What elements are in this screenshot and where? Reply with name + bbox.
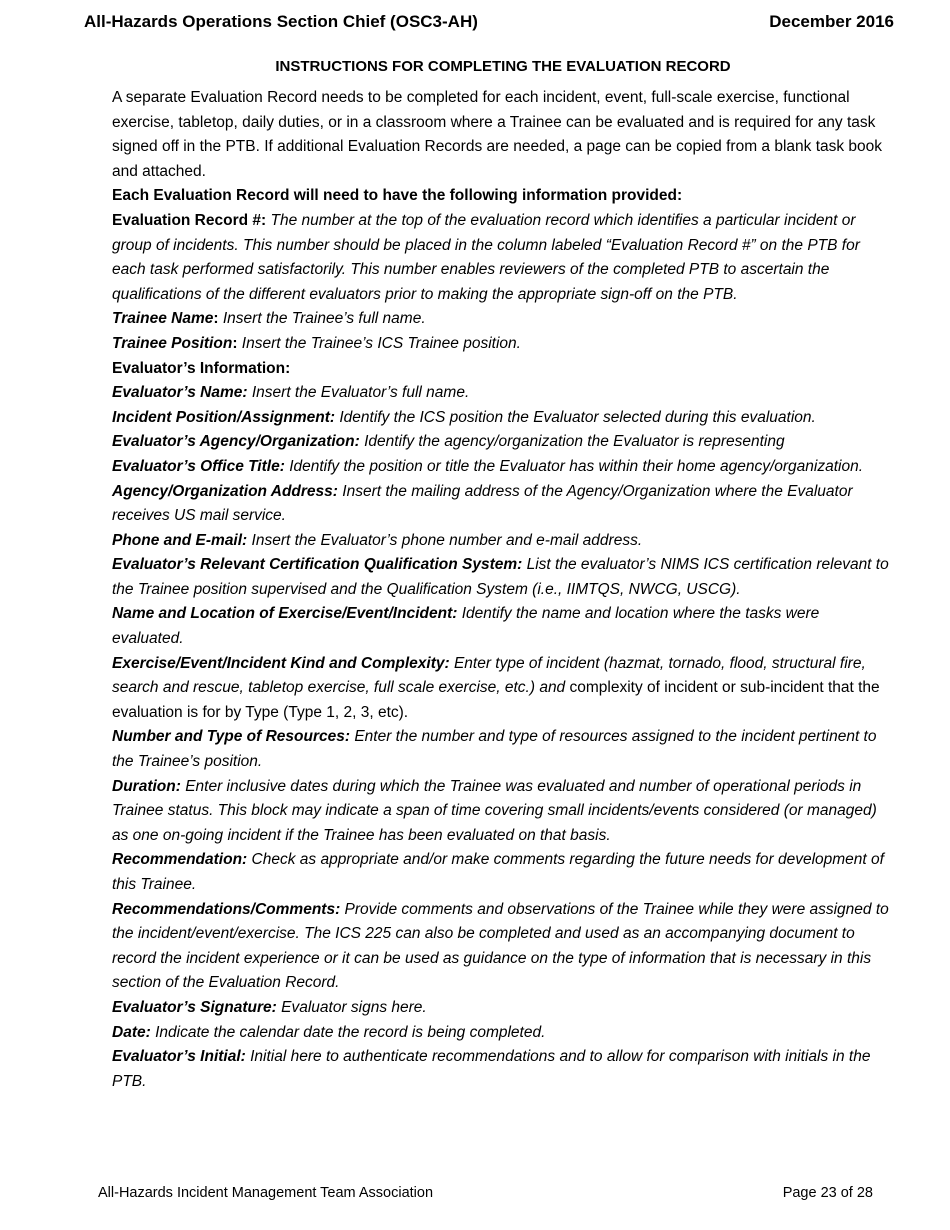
field-incident-position [112, 406, 890, 431]
field-date [112, 1021, 890, 1046]
field-label: Evaluator’s Agency/Organization: [112, 433, 360, 451]
lead-heading: Each Evaluation Record will need to have the following information provided: [112, 187, 683, 205]
field-label: Agency/Organization Address: [112, 482, 338, 500]
field-label: Exercise/Event/Incident Kind and Complexity: [112, 654, 450, 672]
field-label-colon: : [232, 334, 238, 352]
field-label: Date: [112, 1023, 151, 1041]
field-recommendations-comments [112, 898, 890, 996]
field-description: Enter type of incident (hazmat, tornado, flood, structural fire, search and rescue, tabletop exercise, full scale exercise, etc.) and [112, 654, 866, 697]
field-label: Name and Location of Exercise/Event/Incident: [112, 605, 458, 623]
field-phone-email [112, 529, 890, 554]
page-title: INSTRUCTIONS FOR COMPLETING THE EVALUATION RECORD [275, 58, 731, 75]
field-label: Duration: [112, 777, 181, 795]
field-label: Evaluator’s Relevant Certification Qualification System: [112, 556, 523, 574]
field-description: Evaluator signs here. [281, 998, 427, 1016]
field-label: Phone and E-mail: [112, 531, 248, 549]
field-name-location [112, 602, 890, 651]
instructions-body [112, 86, 890, 1094]
footer-page-number: Page 23 of 28 [782, 1185, 873, 1201]
field-kind-complexity [112, 652, 890, 726]
field-evaluator-name [112, 381, 890, 406]
header-position-title: All-Hazards Operations Section Chief (OSC3-AH) [84, 12, 478, 31]
field-signature [112, 996, 890, 1021]
field-description: Enter the number and type of resources assigned to the incident pertinent to the Trainee’s position. [112, 728, 877, 771]
field-description: Insert the mailing address of the Agency/Organization where the Evaluator receives US mail service. [112, 482, 853, 525]
field-label: Recommendation: [112, 851, 248, 869]
field-trainee-name [112, 307, 890, 332]
field-label: Number and Type of Resources: [112, 728, 351, 746]
field-label: Trainee Name [112, 310, 214, 328]
field-label: Recommendations/Comments: [112, 900, 341, 918]
field-description-plain: complexity of incident or sub-incident that the evaluation is for by Type (Type 1, 2, 3, etc). [112, 679, 880, 721]
field-description: Identify the agency/organization the Evaluator is representing [364, 433, 785, 451]
field-label: Evaluator’s Initial: [112, 1048, 246, 1066]
field-description: Identify the position or title the Evaluator has within their home agency/organization. [289, 457, 864, 475]
field-evaluation-record [112, 209, 890, 307]
intro-paragraph: A separate Evaluation Record needs to be completed for each incident, event, full-scale exercise, functional exercise, tabletop, daily duties, or in a classroom where a Trainee can be evaluated and is required for any task signed off in the PTB. If additional Evaluation Records are needed, a page can be copied from a blank task book and attached. [112, 89, 883, 180]
evaluator-information-heading: Evaluator’s Information: [112, 359, 291, 377]
field-evaluator-agency [112, 430, 890, 455]
field-trainee-position [112, 332, 890, 357]
field-description: Indicate the calendar date the record is being completed. [155, 1023, 546, 1041]
field-label: Evaluation Record #: [112, 211, 267, 229]
field-label: Incident Position/Assignment: [112, 408, 336, 426]
field-description: Check as appropriate and/or make comments regarding the future needs for development of this Trainee. [112, 851, 884, 893]
field-agency-address [112, 480, 890, 529]
field-label: Evaluator’s Office Title: [112, 457, 285, 475]
field-recommendation [112, 848, 890, 897]
field-certification [112, 553, 890, 602]
field-label: Evaluator’s Signature: [112, 998, 277, 1016]
field-label-colon: : [213, 310, 219, 328]
field-description: List the evaluator’s NIMS ICS certification relevant to the Trainee position supervised and the Qualification System (i.e., IIMTQS, NWCG, USCG). [112, 556, 889, 598]
field-description: The number at the top of the evaluation record which identifies a particular incident or group of incidents. This number should be placed in the column labeled “Evaluation Record #” on the PTB for each task performed satisfactorily. This number enables reviewers of the completed PTB to ascertain the qualifications of the different evaluators prior to making the appropriate sign-off on the PTB. [112, 211, 860, 303]
field-duration [112, 775, 890, 849]
field-initial [112, 1045, 890, 1094]
header-date: December 2016 [769, 12, 894, 31]
field-description: Enter inclusive dates during which the Trainee was evaluated and number of operational periods in Trainee status. This block may indicate a span of time covering small incidents/events considered (or managed) as one on-going incident if the Trainee has been evaluated on that basis. [112, 777, 877, 844]
field-description: Insert the Evaluator’s full name. [251, 384, 470, 402]
field-description: Identify the ICS position the Evaluator selected during this evaluation. [339, 408, 816, 426]
field-description: Provide comments and observations of the Trainee while they were assigned to the incident/event/exercise. The ICS 225 can also be completed and used as an accompanying document to record the incident experience or it can be used as guidance on the type of information that is necessary in this section of the Evaluation Record. [112, 900, 889, 992]
field-description: Initial here to authenticate recommendations and to allow for comparison with initials in the PTB. [112, 1048, 871, 1090]
field-description: Insert the Evaluator’s phone number and e-mail address. [251, 531, 643, 549]
field-label: Evaluator’s Name: [112, 384, 248, 402]
field-office-title [112, 455, 890, 480]
field-description: Insert the Trainee’s full name. [222, 310, 426, 328]
footer-organization: All-Hazards Incident Management Team Association [98, 1185, 434, 1201]
field-label: Trainee Position [112, 334, 233, 352]
field-resources [112, 725, 890, 774]
field-description: Insert the Trainee’s ICS Trainee position. [241, 334, 521, 352]
field-description: Identify the name and location where the tasks were evaluated. [112, 605, 820, 648]
